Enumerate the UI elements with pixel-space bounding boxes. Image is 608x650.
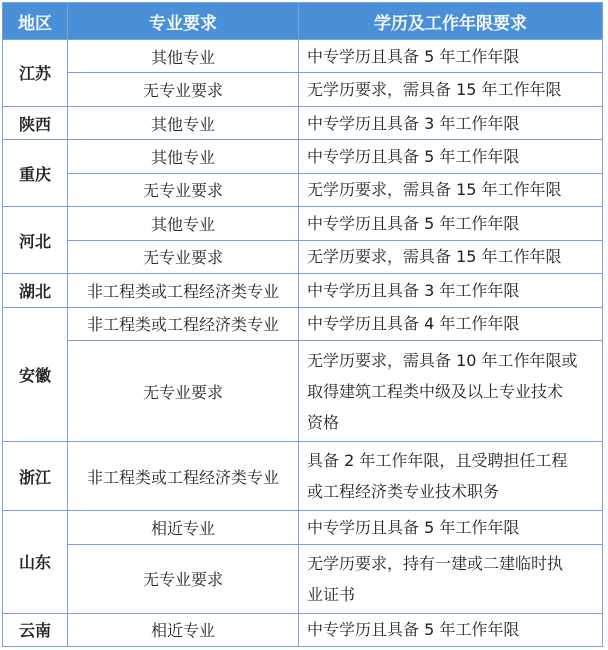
major-cell: 无专业要求 <box>68 340 299 441</box>
requirement-cell: 中专学历且具备 4 年工作年限 <box>299 307 603 340</box>
region-cell-zhejiang: 浙江 <box>3 442 68 511</box>
table-row <box>3 274 603 307</box>
region-cell-yunnan: 云南 <box>3 613 68 646</box>
major-cell: 无专业要求 <box>68 240 299 273</box>
region-cell-shaanxi: 陕西 <box>3 106 68 139</box>
requirement-cell: 无学历要求，需具备 15 年工作年限 <box>299 240 603 273</box>
table-row <box>3 307 603 340</box>
header-requirement: 学历及工作年限要求 <box>299 3 603 40</box>
region-cell-anhui: 安徽 <box>3 307 68 442</box>
table-row <box>3 106 603 139</box>
table-row <box>3 140 603 173</box>
table-row <box>3 544 603 613</box>
table-row <box>3 173 603 206</box>
requirement-line: 业证书 <box>307 584 356 604</box>
major-cell: 其他专业 <box>68 106 299 139</box>
table-row <box>3 40 603 73</box>
requirement-line: 无学历要求，持有一建或二建临时执 <box>307 553 564 573</box>
header-major: 专业要求 <box>68 3 299 40</box>
major-cell: 非工程类或工程经济类专业 <box>68 307 299 340</box>
requirement-cell: 中专学历且具备 3 年工作年限 <box>299 106 603 139</box>
region-cell-jiangsu: 江苏 <box>3 40 68 107</box>
region-cell-shandong: 山东 <box>3 511 68 613</box>
table-row <box>3 240 603 273</box>
table-row <box>3 511 603 544</box>
region-cell-hubei: 湖北 <box>3 274 68 307</box>
requirement-cell: 中专学历且具备 3 年工作年限 <box>299 274 603 307</box>
requirement-line: 具备 2 年工作年限，且受聘担任工程 <box>307 451 568 471</box>
requirement-cell: 中专学历且具备 5 年工作年限 <box>299 140 603 173</box>
table-header <box>3 3 603 40</box>
requirement-cell <box>299 544 603 613</box>
table-row <box>3 73 603 106</box>
major-cell: 其他专业 <box>68 40 299 73</box>
region-cell-chongqing: 重庆 <box>3 140 68 207</box>
table-row <box>3 340 603 441</box>
region-cell-hebei: 河北 <box>3 207 68 274</box>
major-cell: 无专业要求 <box>68 73 299 106</box>
requirement-line: 或工程经济类专业技术职务 <box>307 482 500 502</box>
table-row <box>3 442 603 511</box>
requirement-line: 无学历要求，需具备 10 年工作年限或 <box>307 350 578 370</box>
major-cell: 相近专业 <box>68 613 299 646</box>
major-cell: 非工程类或工程经济类专业 <box>68 274 299 307</box>
major-cell: 其他专业 <box>68 207 299 240</box>
requirement-cell: 无学历要求，需具备 15 年工作年限 <box>299 73 603 106</box>
major-cell: 无专业要求 <box>68 544 299 613</box>
requirement-line: 取得建筑工程类中级及以上专业技术 <box>307 381 564 401</box>
header-row <box>3 3 603 40</box>
table-row <box>3 613 603 646</box>
major-cell: 非工程类或工程经济类专业 <box>68 442 299 511</box>
requirement-cell: 中专学历且具备 5 年工作年限 <box>299 40 603 73</box>
requirement-cell: 无学历要求，需具备 15 年工作年限 <box>299 173 603 206</box>
major-cell: 相近专业 <box>68 511 299 544</box>
requirement-cell <box>299 340 603 441</box>
requirement-line: 资格 <box>307 412 340 432</box>
requirements-table <box>2 2 603 647</box>
table-row <box>3 207 603 240</box>
major-cell: 其他专业 <box>68 140 299 173</box>
requirement-cell: 中专学历且具备 5 年工作年限 <box>299 613 603 646</box>
table-body <box>3 40 603 647</box>
header-region: 地区 <box>3 3 68 40</box>
requirement-cell: 中专学历且具备 5 年工作年限 <box>299 511 603 544</box>
requirement-cell <box>299 442 603 511</box>
major-cell: 无专业要求 <box>68 173 299 206</box>
requirement-cell: 中专学历且具备 5 年工作年限 <box>299 207 603 240</box>
